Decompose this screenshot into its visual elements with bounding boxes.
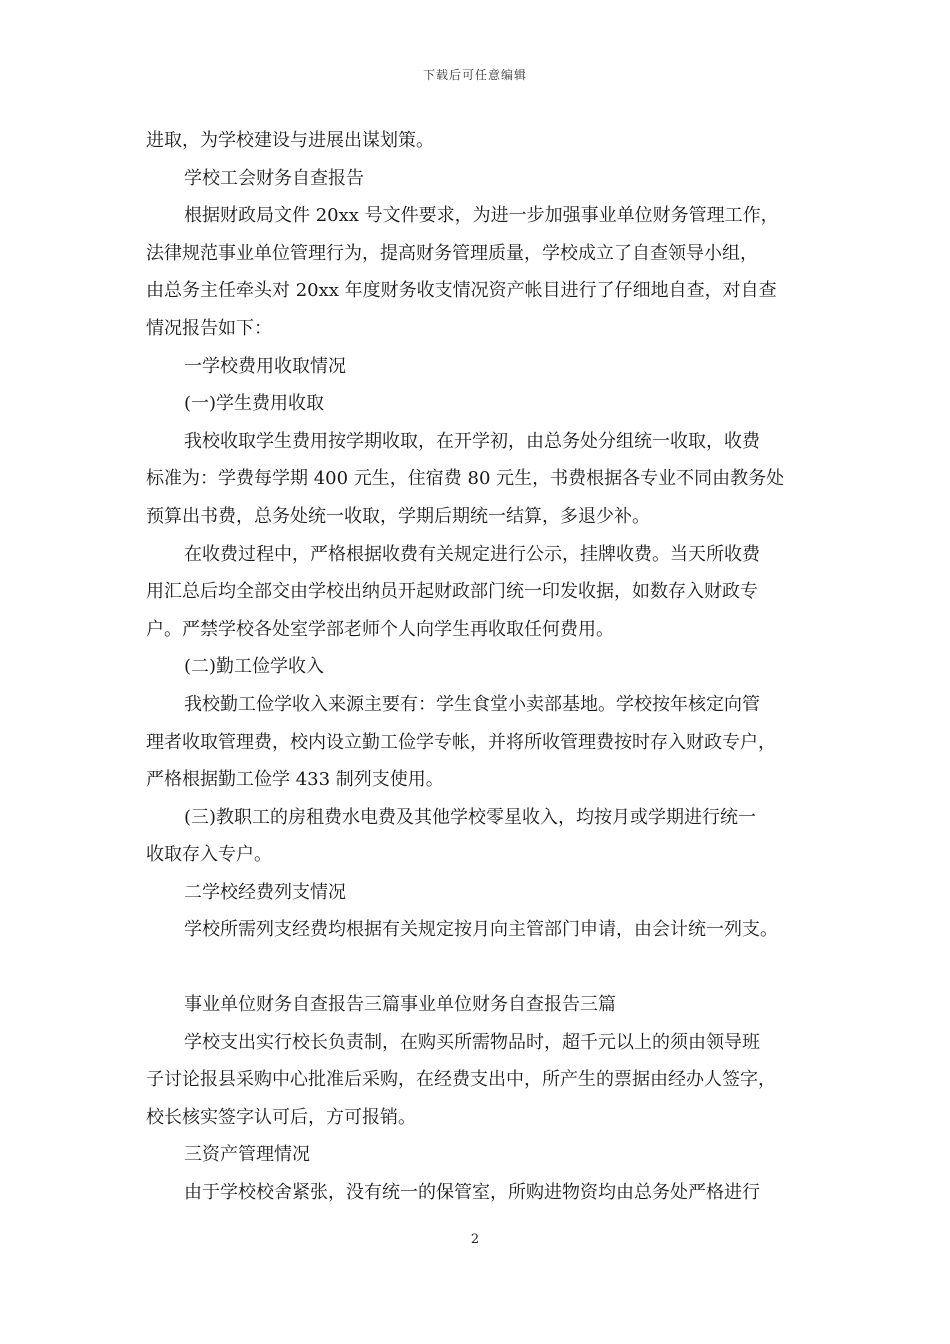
section-heading: 三资产管理情况 bbox=[184, 1144, 310, 1166]
paragraph-line: 标准为：学费每学期 400 元生，住宿费 80 元生，书费根据各专业不同由教务处 bbox=[146, 468, 785, 490]
paragraph-line: 由总务主任牵头对 20xx 年度财务收支情况资产帐目进行了仔细地自查，对自查 bbox=[146, 280, 777, 302]
paragraph-line: 预算出书费，总务处统一收取，学期后期统一结算，多退少补。 bbox=[146, 505, 650, 527]
paragraph-line: 由于学校校舍紧张，没有统一的保管室，所购进物资均由总务处严格进行 bbox=[184, 1182, 760, 1204]
paragraph-line: 在收费过程中，严格根据收费有关规定进行公示，挂牌收费。当天所收费 bbox=[184, 543, 760, 565]
paragraph-gap bbox=[146, 949, 826, 986]
paragraph-line: 收取存入专户。 bbox=[146, 844, 272, 866]
section-heading: 一学校费用收取情况 bbox=[184, 355, 346, 377]
subsection-heading: (一)学生费用收取 bbox=[184, 393, 325, 415]
document-body bbox=[146, 122, 826, 1212]
page-number: 2 bbox=[470, 1232, 480, 1247]
paragraph-line: 用汇总后均全部交由学校出纳员开起财政部门统一印发收据，如数存入财政专 bbox=[146, 581, 758, 603]
paragraph-line: 校长核实签字认可后，方可报销。 bbox=[146, 1106, 416, 1128]
page-header: 下载后可任意编辑 bbox=[422, 68, 527, 82]
paragraph-line: 户。严禁学校各处室学部老师个人向学生再收取任何费用。 bbox=[146, 618, 614, 640]
section-heading: 学校工会财务自查报告 bbox=[184, 167, 364, 189]
paragraph-line: 进取，为学校建设与进展出谋划策。 bbox=[146, 130, 434, 151]
paragraph-line: 情况报告如下： bbox=[146, 317, 272, 339]
paragraph-line: 法律规范事业单位管理行为，提高财务管理质量，学校成立了自查领导小组， bbox=[146, 242, 758, 264]
section-heading: 二学校经费列支情况 bbox=[184, 881, 346, 903]
paragraph-line: 根据财政局文件 20xx 号文件要求，为进一步加强事业单位财务管理工作， bbox=[184, 205, 779, 227]
paragraph-line: (三)教职工的房租费水电费及其他学校零星收入，均按月或学期进行统一 bbox=[184, 806, 757, 828]
paragraph-line: 我校勤工俭学收入来源主要有：学生食堂小卖部基地。学校按年核定向管 bbox=[184, 693, 760, 715]
paragraph-line: 理者收取管理费，校内设立勤工俭学专帐，并将所收管理费按时存入财政专户， bbox=[146, 731, 776, 753]
subsection-heading: (二)勤工俭学收入 bbox=[184, 656, 325, 678]
paragraph-line: 严格根据勤工俭学 433 制列支使用。 bbox=[146, 769, 444, 791]
paragraph-line: 子讨论报县采购中心批准后采购，在经费支出中，所产生的票据由经办人签字， bbox=[146, 1069, 776, 1091]
paragraph-line: 学校支出实行校长负责制，在购买所需物品时，超千元以上的须由领导班 bbox=[184, 1031, 760, 1053]
paragraph-line: 学校所需列支经费均根据有关规定按月向主管部门申请，由会计统一列支。 bbox=[184, 919, 778, 941]
section-heading: 事业单位财务自查报告三篇事业单位财务自查报告三篇 bbox=[184, 994, 616, 1016]
paragraph-line: 我校收取学生费用按学期收取，在开学初，由总务处分组统一收取，收费 bbox=[184, 430, 760, 452]
